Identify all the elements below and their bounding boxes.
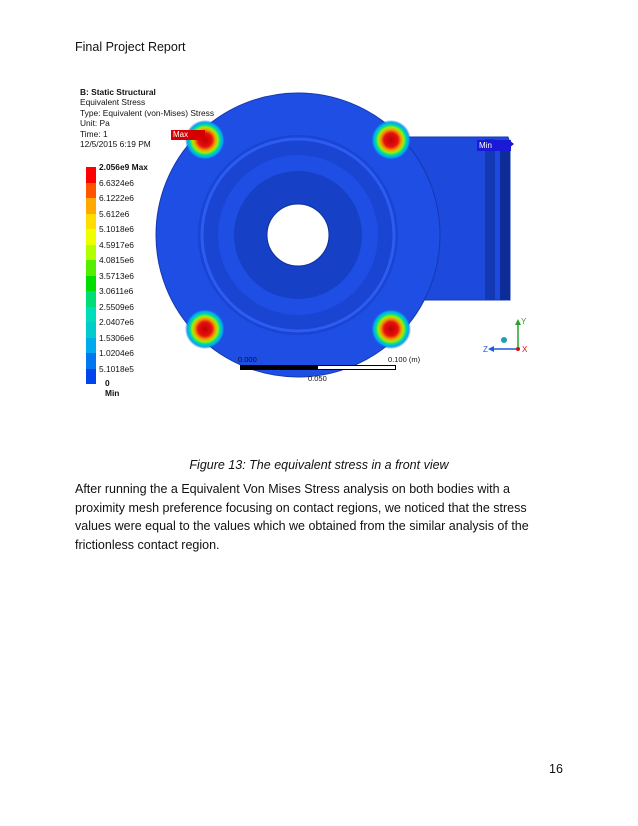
legend-label: 4.5917e6 — [99, 239, 134, 250]
legend-swatch — [86, 167, 96, 183]
result-date: 12/5/2015 6:19 PM — [80, 139, 151, 150]
figure-caption: Figure 13: The equivalent stress in a front view — [189, 458, 449, 472]
x-axis-label: X — [522, 345, 528, 354]
scale-start: 0.000 — [238, 355, 257, 364]
z-axis-label: Z — [483, 345, 488, 354]
legend-swatch — [86, 214, 96, 230]
result-type: Type: Equivalent (von-Mises) Stress — [80, 107, 215, 118]
scale-end: 0.100 (m) — [388, 355, 421, 364]
legend-swatch — [86, 369, 96, 385]
legend-swatch — [86, 291, 96, 307]
legend-label: 1.5306e6 — [99, 332, 134, 343]
legend-swatch — [86, 276, 96, 292]
y-axis-label: Y — [521, 317, 527, 326]
result-info — [80, 87, 214, 149]
legend-label: 2.0407e6 — [99, 317, 134, 327]
center-hole — [267, 204, 329, 266]
stress-figure — [80, 87, 540, 417]
body-paragraph: After running the a Equivalent Von Mises Stress analysis on both bodies with a proximity mesh preference focusing on contact regions, we noticed that the stress values were equal to the values which we obtained from the similar analysis of the frictionless contact region. — [75, 482, 529, 552]
view-ball — [501, 337, 507, 343]
legend-label: 2.5509e6 — [99, 301, 134, 312]
legend-swatch — [86, 260, 96, 276]
coordinate-triad — [480, 315, 532, 363]
z-axis-arrow — [488, 346, 494, 352]
result-unit: Unit: Pa — [80, 118, 110, 129]
result-title: B: Static Structural — [80, 87, 156, 97]
legend-label: 5.612e6 — [99, 208, 130, 219]
legend-label: 1.0204e6 — [99, 348, 134, 358]
hotspot — [371, 309, 411, 349]
result-subtitle: Equivalent Stress — [80, 97, 146, 108]
legend-label: 3.0611e6 — [99, 286, 134, 296]
legend-label: 4.0815e6 — [99, 255, 134, 265]
scale-segment-empty — [317, 365, 396, 370]
legend-label: 2.056e9 Max — [99, 162, 148, 172]
legend-swatch — [86, 183, 96, 199]
scale-mid: 0.050 — [308, 374, 327, 383]
legend-swatch — [86, 245, 96, 261]
arm-back-edge — [500, 143, 510, 300]
legend-swatch — [86, 322, 96, 338]
legend-min-label: 0 Min — [105, 378, 120, 398]
legend-swatch — [86, 307, 96, 323]
legend-swatch — [86, 353, 96, 369]
legend-label: 3.5713e6 — [99, 270, 134, 281]
arm-shadow-edge — [485, 139, 495, 300]
legend-swatch — [86, 338, 96, 354]
legend-label: 6.6324e6 — [99, 177, 134, 188]
min-probe-label: Min — [477, 140, 511, 151]
legend-label: 5.1018e5 — [99, 363, 134, 374]
hotspot — [371, 120, 411, 160]
x-axis-dot — [516, 347, 520, 351]
page-number: 16 — [549, 762, 563, 776]
legend-label: 5.1018e6 — [99, 224, 134, 234]
legend-swatch — [86, 229, 96, 245]
result-time: Time: 1 — [80, 128, 108, 139]
scale-bar — [238, 355, 421, 390]
max-probe-label: Max — [171, 130, 205, 140]
legend-swatch — [86, 198, 96, 214]
hotspot — [185, 309, 225, 349]
scale-segment-filled — [240, 365, 317, 370]
legend-label: 6.1222e6 — [99, 193, 134, 203]
page-header: Final Project Report — [75, 40, 186, 54]
